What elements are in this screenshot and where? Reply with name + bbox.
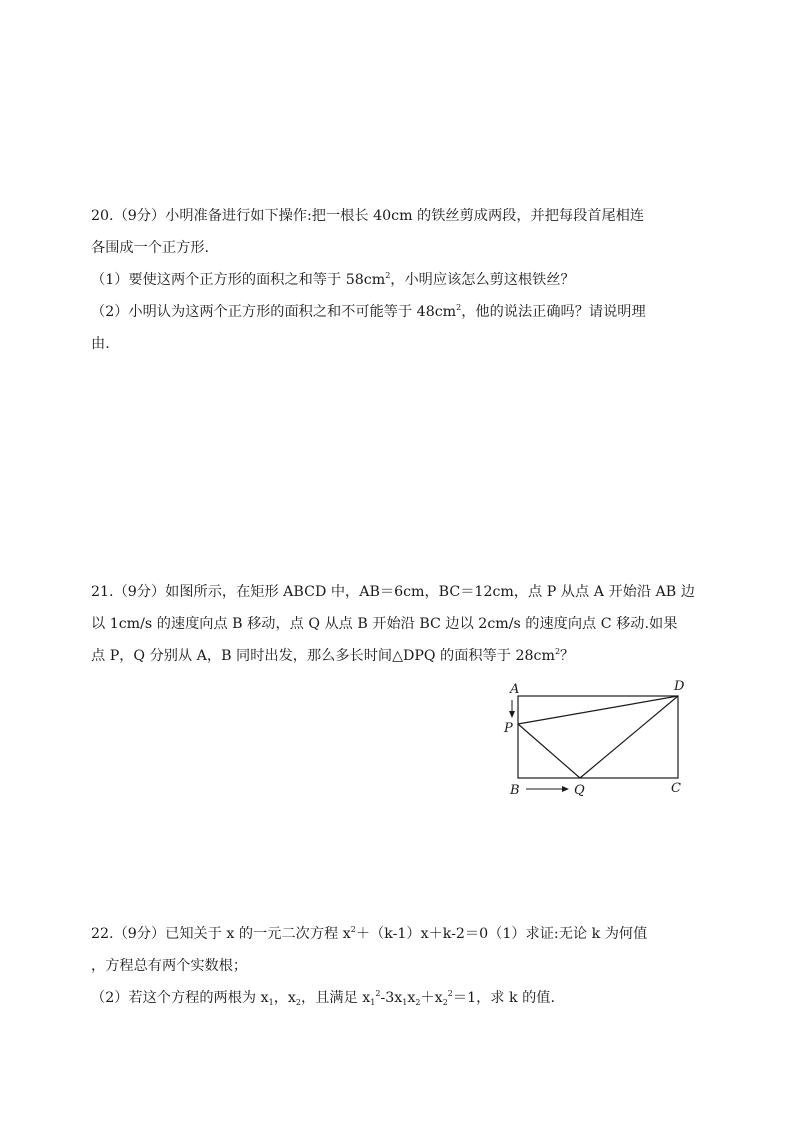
rectangle-abcd	[518, 696, 678, 778]
label-p: P	[504, 721, 513, 736]
q20-line-2: 各围成一个正方形.	[91, 240, 210, 256]
q21-line-1: 21.（9分）如图所示，在矩形 ABCD 中，AB＝6cm，BC＝12cm，点 P 从点 A 开始沿 AB 边	[91, 584, 695, 600]
q21-line-3: 点 P，Q 分别从 A，B 同时出发，那么多长时间△DPQ 的面积等于 $28cm^2$？	[91, 647, 575, 664]
segment-pd	[518, 696, 678, 724]
q20-part-2: （2）小明认为这两个正方形的面积之和不可能等于 $48cm^2$，他的说法正确吗？请说明理	[91, 303, 646, 320]
segment-qd	[580, 696, 678, 778]
segment-pq	[518, 724, 580, 778]
q22-part-2: （2）若这个方程的两根为 $x_1$，$x_2$，且满足 $x_1^2-3x_1x_2+x_2^2=1$，求 k 的值.	[91, 989, 555, 1007]
label-q: Q	[574, 783, 585, 798]
label-a: A	[510, 682, 520, 697]
label-c: C	[671, 781, 681, 796]
q22-line-2: ，方程总有两个实数根；	[91, 958, 248, 974]
q20-line-1: 20.（9分）小明准备进行如下操作:把一根长 40cm 的铁丝剪成两段，并把每段首尾相连	[91, 208, 645, 224]
q20-part-1: （1）要使这两个正方形的面积之和等于 $58cm^2$，小明应该怎么剪这根铁丝？	[91, 271, 575, 288]
q20-part-2-line-2: 由.	[91, 336, 110, 352]
label-d: D	[674, 679, 685, 694]
q21-line-2: 以 1cm/s 的速度向点 B 移动，点 Q 从点 B 开始沿 BC 边以 2cm/s 的速度向点 C 移动.如果	[91, 616, 678, 632]
label-b: B	[510, 783, 520, 798]
q22-line-1: 22.（9分）已知关于 x 的一元二次方程 $x^2+(k-1)x+k-2=0(1)$求证:无论 k 为何值	[91, 925, 648, 942]
rectangle-figure	[500, 676, 700, 800]
